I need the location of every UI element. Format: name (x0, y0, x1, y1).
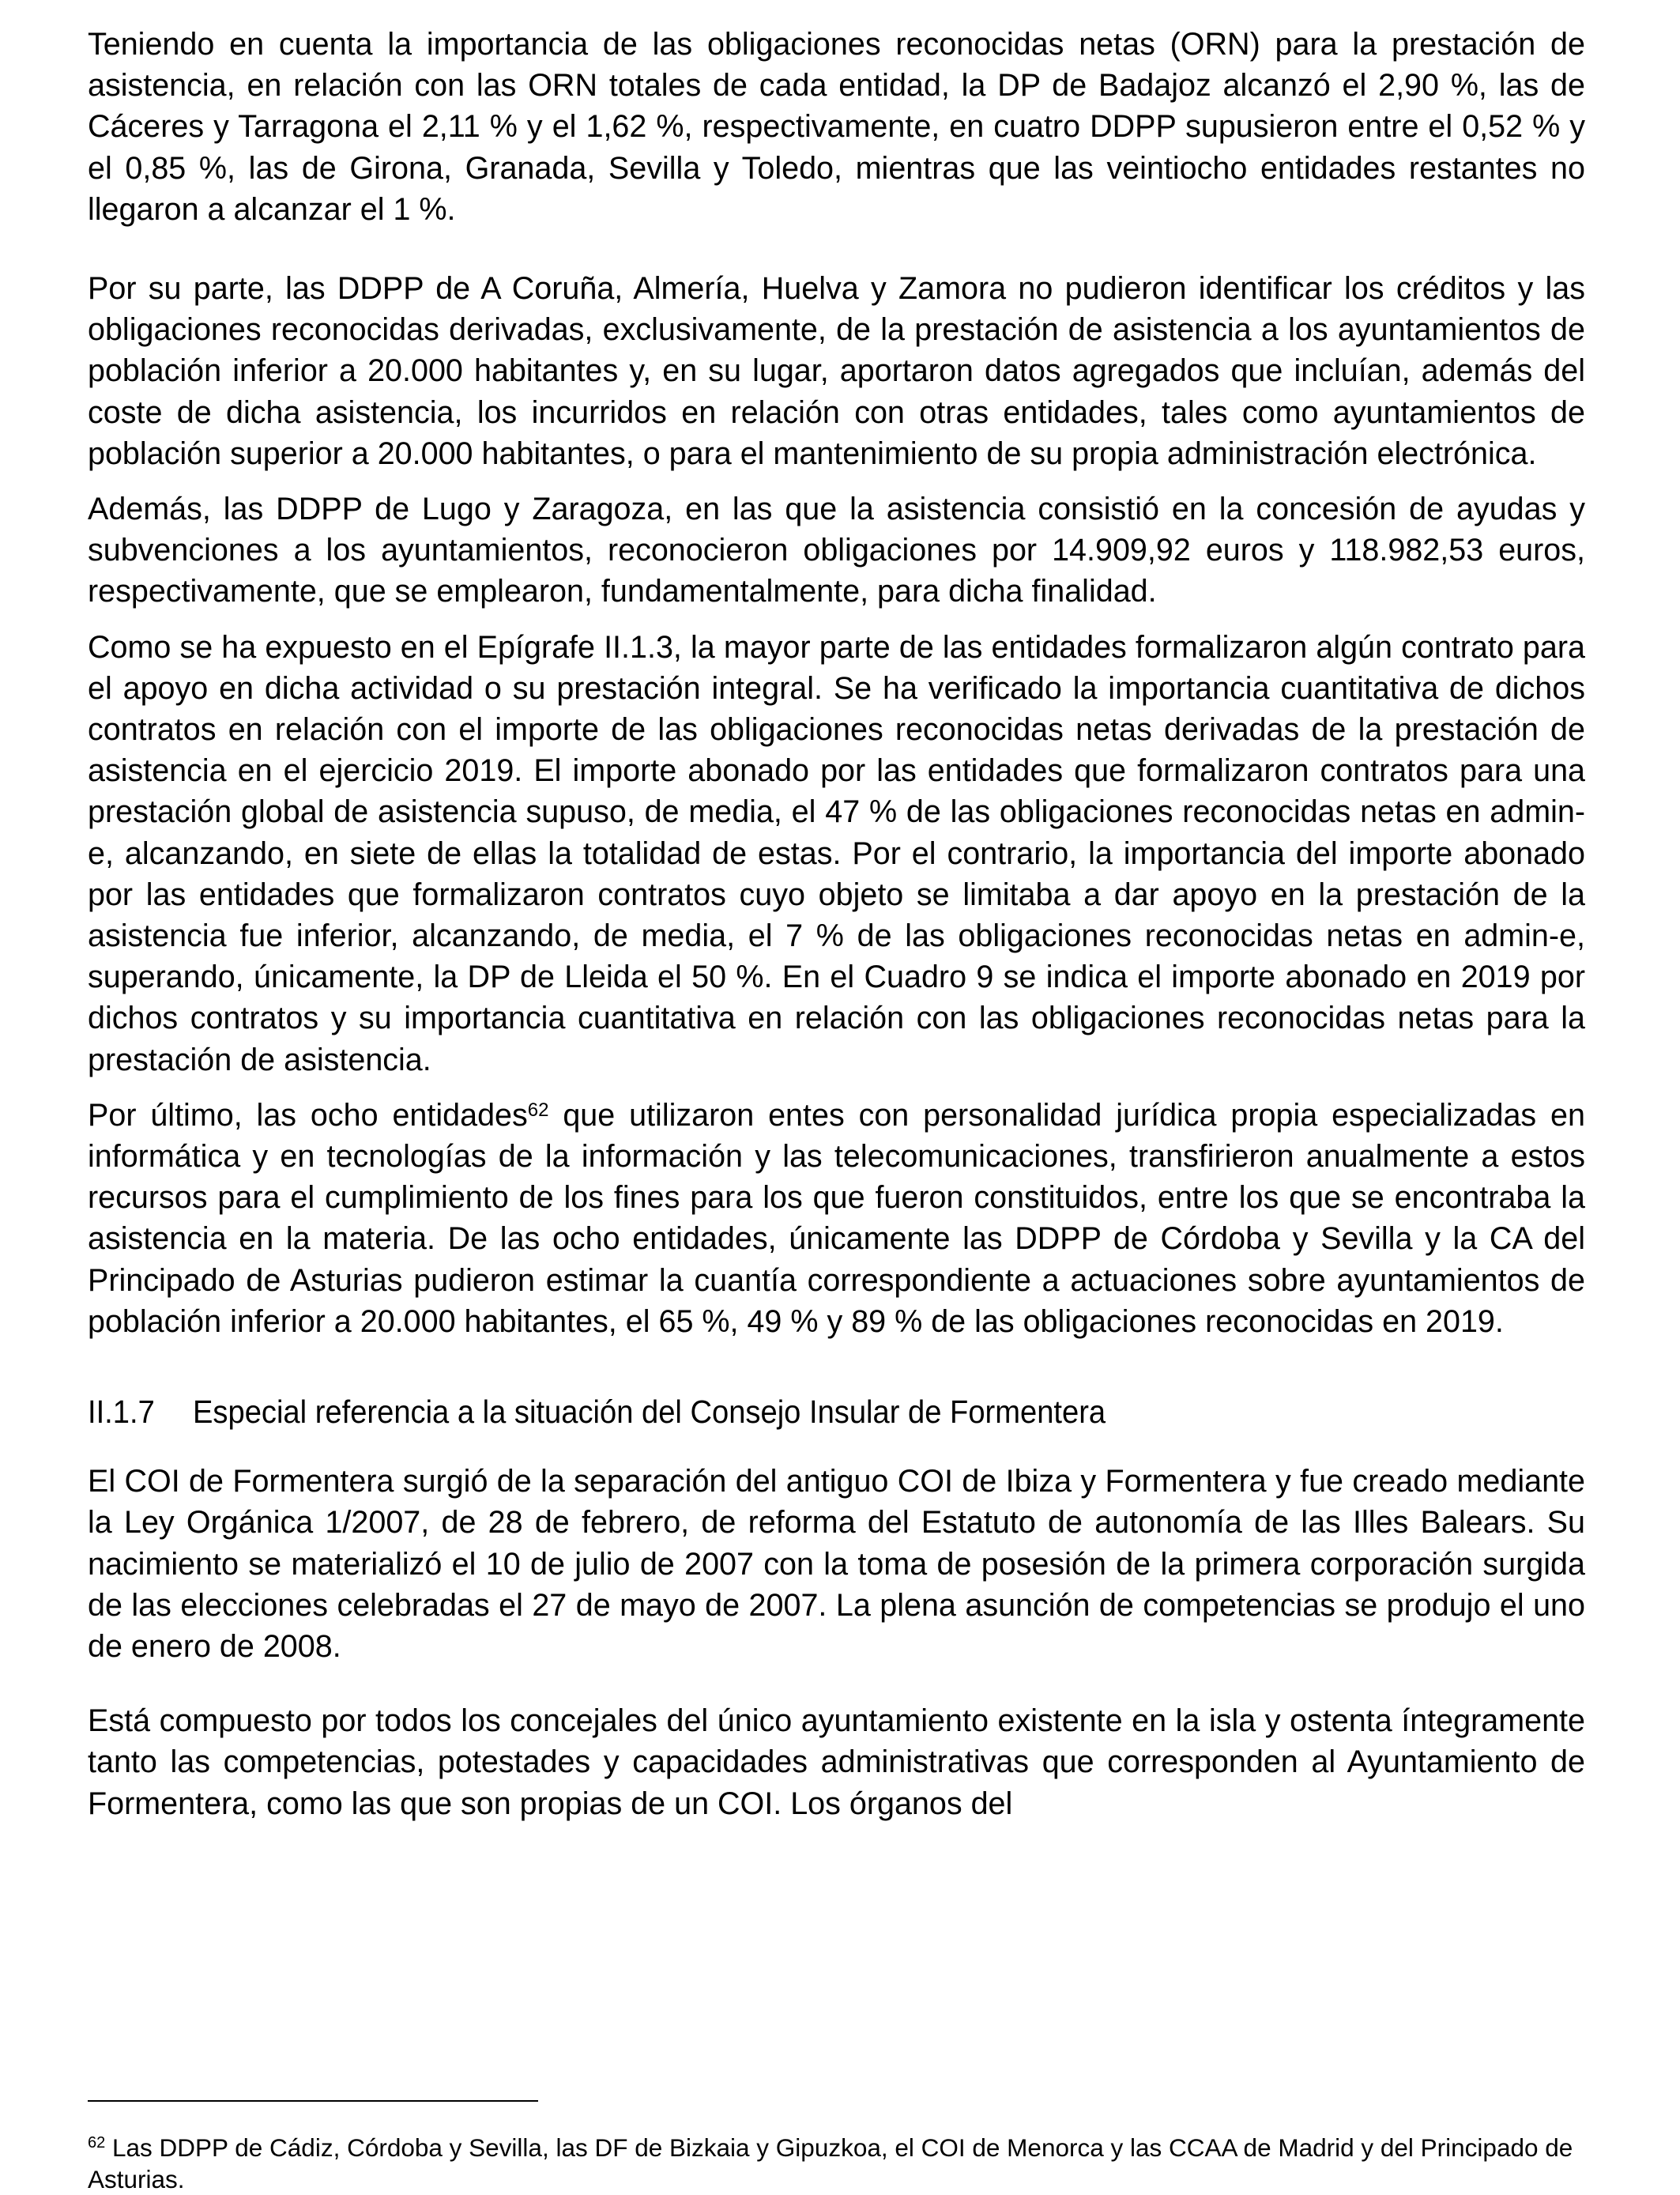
footnote-reference[interactable]: 62 (527, 1099, 549, 1121)
paragraph-coi-composition: Está compuesto por todos los concejales del único ayuntamiento existente en la isla y ostenta íntegramente tanto las competencias, potestades y capacidades administrativas que corresponden al Ayuntamiento de Formentera, como las que son propias de un COI. Los órganos del (88, 1703, 1585, 1821)
footnote-text: Las DDPP de Cádiz, Córdoba y Sevilla, las DF de Bizkaia y Gipuzkoa, el COI de Menorca y las CCAA de Madrid y del Principado de Asturias. (88, 2133, 1573, 2193)
paragraph-contracts: Como se ha expuesto en el Epígrafe II.1.3, la mayor parte de las entidades formalizaron algún contrato para el apoyo en dicha actividad o su prestación integral. Se ha verificado la importancia cuantitativa de dichos contratos en relación con el importe de las obligaciones reconocidas netas derivadas de la prestación de asistencia en el ejercicio 2019. El importe abonado por las entidades que formalizaron contratos para una prestación global de asistencia supuso, de media, el 47 % de las obligaciones reconocidas netas en admin-e, alcanzando, en siete de ellas la totalidad de estas. Por el contrario, la importancia del importe abonado por las entidades que formalizaron contratos cuyo objeto se limitaba a dar apoyo en la prestación de la asistencia fue inferior, alcanzando, de media, el 7 % de las obligaciones reconocidas netas en admin-e, superando, únicamente, la DP de Lleida el 50 %. En el Cuadro 9 se indica el importe abonado en 2019 por dichos contratos y su importancia cuantitativa en relación con las obligaciones reconocidas netas para la prestación de asistencia. (88, 629, 1585, 1077)
paragraph-lugo-zaragoza: Además, las DDPP de Lugo y Zaragoza, en las que la asistencia consistió en la concesión de ayudas y subvenciones a los ayuntamientos, reconocieron obligaciones por 14.909,92 euros y 118.982,53 euros, respectivamente, que se emplearon, fundamentalmente, para dicha finalidad. (88, 492, 1585, 609)
footnote-separator (88, 2100, 538, 2102)
section-title: Especial referencia a la situación del Consejo Insular de Formentera (192, 1394, 1106, 1431)
paragraph-text: Por último, las ocho entidades (88, 1097, 528, 1133)
section-number: II.1.7 (88, 1394, 155, 1431)
paragraph-text: que utilizaron entes con personalidad jurídica propia especializadas en informática y en tecnologías de la información y las telecomunicaciones, transfirieron anualmente a estos recursos para el cumplimiento de los fines para los que fueron constituidos, entre los que se encontraba la asistencia en la materia. De las ocho entidades, únicamente las DDPP de Córdoba y Sevilla y la CA del Principado de Asturias pudieron estimar la cuantía correspondiente a actuaciones sobre ayuntamientos de población inferior a 20.000 habitantes, el 65 %, 49 % y 89 % de las obligaciones reconocidas en 2019. (88, 1097, 1585, 1339)
paragraph-coi-origin: El COI de Formentera surgió de la separación del antiguo COI de Ibiza y Formentera y fue creado mediante la Ley Orgánica 1/2007, de 28 de febrero, de reforma del Estatuto de autonomía de las Illes Balears. Su nacimiento se materializó el 10 de julio de 2007 con la toma de posesión de la primera corporación surgida de las elecciones celebradas el 27 de mayo de 2007. La plena asunción de competencias se produjo el uno de enero de 2008. (88, 1464, 1585, 1664)
paragraph-ddpp-unidentified: Por su parte, las DDPP de A Coruña, Almería, Huelva y Zamora no pudieron identificar los créditos y las obligaciones reconocidas derivadas, exclusivamente, de la prestación de asistencia a los ayuntamientos de población inferior a 20.000 habitantes y, en su lugar, aportaron datos agregados que incluían, además del coste de dicha asistencia, los incurridos en relación con otras entidades, tales como ayuntamientos de población superior a 20.000 habitantes, o para el mantenimiento de su propia administración electrónica. (88, 271, 1585, 471)
paragraph-orn-importance: Teniendo en cuenta la importancia de las obligaciones reconocidas netas (ORN) para la prestación de asistencia, en relación con las ORN totales de cada entidad, la DP de Badajoz alcanzó el 2,90 %, las de Cáceres y Tarragona el 2,11 % y el 1,62 %, respectivamente, en cuatro DDPP supusieron entre el 0,52 % y el 0,85 %, las de Girona, Granada, Sevilla y Toledo, mientras que las veintiocho entidades restantes no llegaron a alcanzar el 1 %. (88, 27, 1585, 227)
document-body (88, 24, 1585, 1824)
footnote-number: 62 (88, 2133, 106, 2152)
paragraph-ocho-entidades (88, 1095, 1585, 1342)
section-heading (88, 1391, 1480, 1432)
footnote (88, 2132, 1585, 2195)
